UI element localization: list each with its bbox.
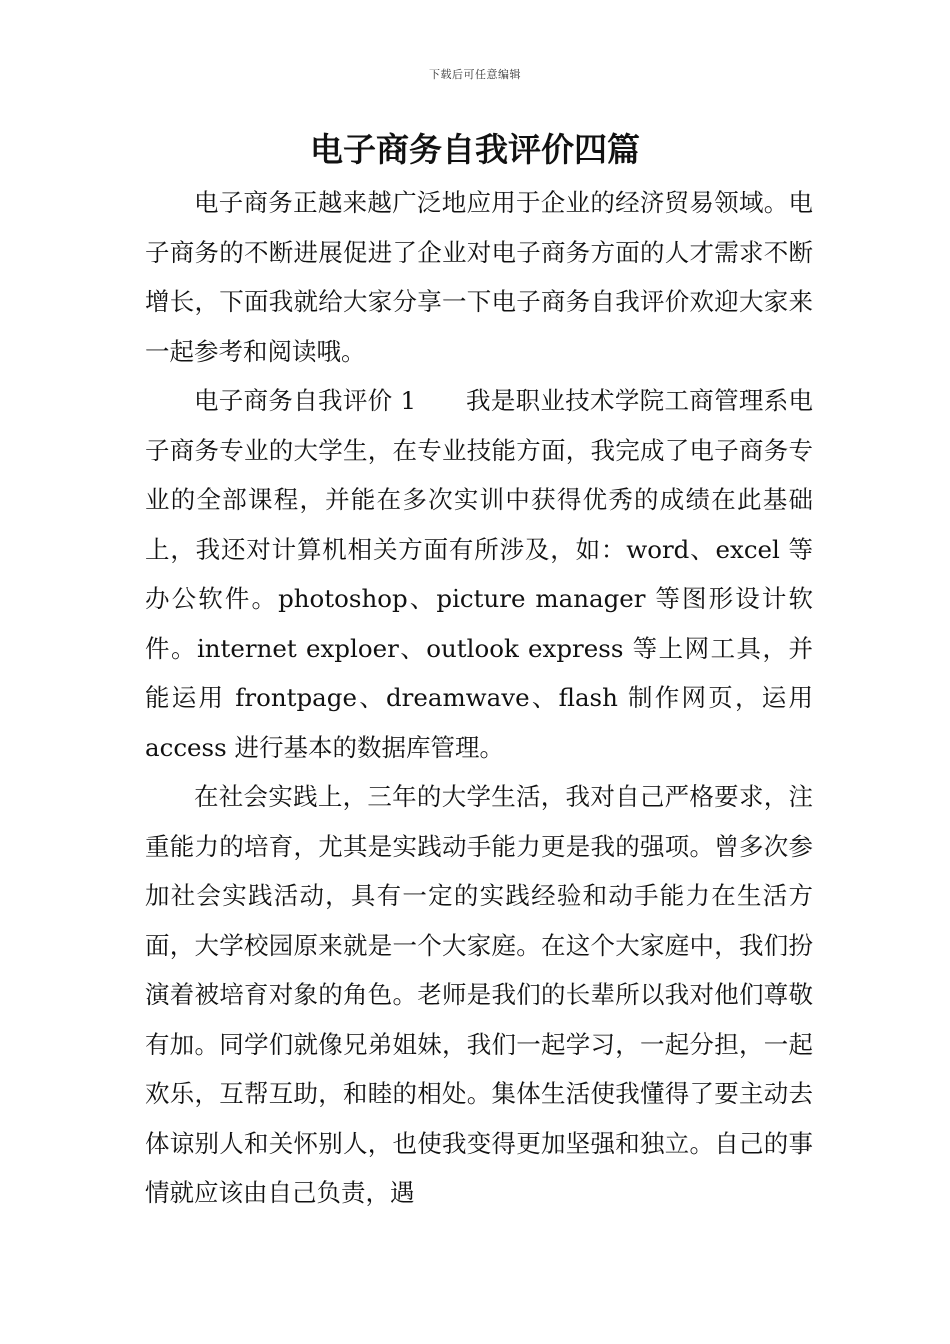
paragraph-intro: 电子商务正越来越广泛地应用于企业的经济贸易领域。电子商务的不断进展促进了企业对电子商务方面的人才需求不断增长，下面我就给大家分享一下电子商务自我评价欢迎大家来一起参考和阅读哦。 xyxy=(145,188,813,366)
paragraph-social-practice: 在社会实践上，三年的大学生活，我对自己严格要求，注重能力的培育，尤其是实践动手能力更是我的强项。曾多次参加社会实践活动，具有一定的实践经验和动手能力在生活方面，大学校园原来就是一个大家庭。在这个大家庭中，我们扮演着被培育对象的角色。老师是我们的长辈所以我对他们尊敬有加。同学们就像兄弟姐妹，我们一起学习，一起分担，一起欢乐，互帮互助，和睦的相处。集体生活使我懂得了要主动去体谅别人和关怀别人，也使我变得更加坚强和独立。自己的事情就应该由自己负责，遇 xyxy=(145,782,813,1207)
header-note: 下载后可任意编辑 xyxy=(429,68,521,81)
page-title: 电子商务自我评价四篇 xyxy=(310,130,640,169)
document-body xyxy=(145,178,813,1218)
paragraph-evaluation-1: 电子商务自我评价 1 我是职业技术学院工商管理系电子商务专业的大学生，在专业技能方面，我完成了电子商务专业的全部课程，并能在多次实训中获得优秀的成绩在此基础上，我还对计算机相关方面有所涉及，如：word、excel 等办公软件。photoshop、picture manager 等图形设计软件。internet exploer、outlook express 等上网工具，并能运用 frontpage、dreamwave、flash 制作网页，运用 access 进行基本的数据库管理。 xyxy=(145,386,813,762)
